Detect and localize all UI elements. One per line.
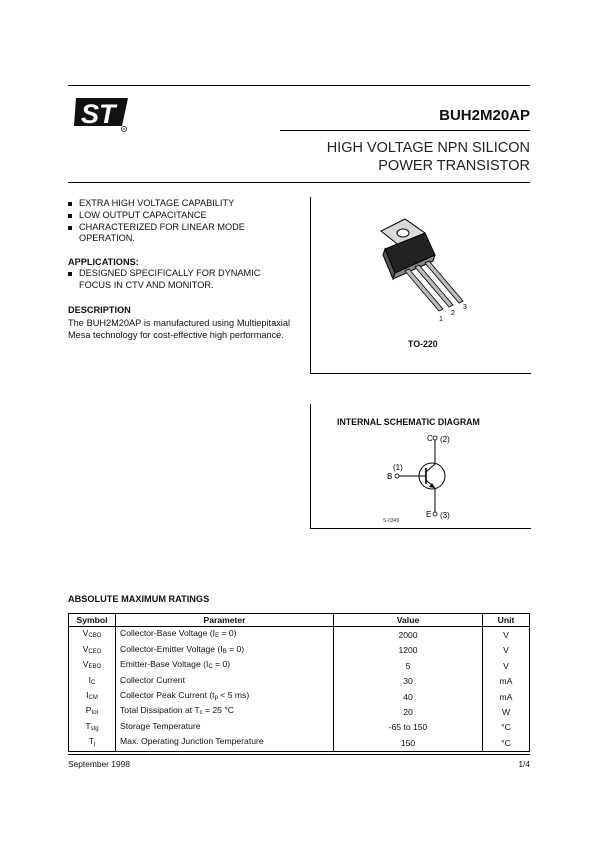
table-row [69,735,530,751]
feature-item: CHARACTERIZED FOR LINEAR MODE OPERATION. [68,222,269,246]
svg-text:1: 1 [439,316,443,323]
parameter-cell: Emitter-Base Voltage $(I_C = 0)$ [116,658,334,673]
table-row [69,658,530,673]
to220-package-image [363,213,483,323]
table-row [69,643,530,658]
svg-text:(2): (2) [440,435,450,444]
value-cell: 40 [334,689,483,704]
col-symbol: Symbol [69,614,116,627]
table-header-row [69,614,530,627]
footer-date: September 1998 [68,759,130,769]
feature-item: EXTRA HIGH VOLTAGE CAPABILITY [68,198,298,210]
unit-cell: mA [483,674,530,689]
subtitle-rule [68,182,530,183]
subtitle-line1: HIGH VOLTAGE NPN SILICON [326,140,530,156]
application-item: DESIGNED SPECIFICALLY FOR DYNAMIC FOCUS IN CTV AND MONITOR. [68,268,285,292]
symbol-cell: $V_{CBO}$ [69,627,116,643]
parameter-cell: Collector-Base Voltage $(I_E = 0)$ [116,627,334,643]
package-label: TO-220 [408,339,438,349]
table-row [69,674,530,689]
value-cell: 30 [334,674,483,689]
value-cell: -65 to 150 [334,720,483,735]
parameter-cell: Collector Current [116,674,334,689]
schematic-box [310,404,531,529]
value-cell: 20 [334,704,483,719]
col-value: Value [334,614,483,627]
applications-list [68,268,298,292]
schematic-code: S-0349 [383,518,400,524]
features-list [68,198,298,245]
schematic-title: INTERNAL SCHEMATIC DIAGRAM [337,417,480,427]
svg-text:(3): (3) [440,511,450,520]
subtitle-line2: POWER TRANSISTOR [378,158,530,174]
title-rule [280,130,530,131]
table-row [69,704,530,719]
unit-cell: °C [483,735,530,751]
value-cell: 2000 [334,627,483,643]
symbol-cell: $T_j$ [69,735,116,751]
st-logo [70,96,130,134]
unit-cell: mA [483,689,530,704]
svg-text:R: R [122,126,126,132]
unit-cell: V [483,627,530,643]
description-text: The BUH2M20AP is manufactured using Multiepitaxial Mesa technology for cost-effective high performance. [68,318,290,341]
unit-cell: V [483,643,530,658]
applications-heading: APPLICATIONS: [68,257,139,267]
table-row [69,689,530,704]
unit-cell: W [483,704,530,719]
ratings-table [68,613,530,752]
top-rule [68,85,530,86]
svg-text:(1): (1) [393,463,403,472]
symbol-cell: $V_{CEO}$ [69,643,116,658]
feature-item: LOW OUTPUT CAPACITANCE [68,210,298,222]
footer-page: 1/4 [518,759,530,769]
unit-cell: V [483,658,530,673]
svg-text:2: 2 [451,310,455,317]
unit-cell: °C [483,720,530,735]
svg-text:E: E [426,510,432,519]
footer-rule [68,754,530,755]
symbol-cell: $I_C$ [69,674,116,689]
symbol-cell: $I_{CM}$ [69,689,116,704]
parameter-cell: Storage Temperature [116,720,334,735]
parameter-cell: Collector Peak Current ($t_p < 5$ ms) [116,689,334,704]
svg-text:C: C [427,434,433,443]
symbol-cell: $V_{EBO}$ [69,658,116,673]
table-row [69,627,530,643]
symbol-cell: $P_{tot}$ [69,704,116,719]
svg-text:3: 3 [463,304,467,311]
npn-transistor-symbol [371,430,481,524]
table-row [69,720,530,735]
parameter-cell: Total Dissipation at $T_c = 25$ °C [116,704,334,719]
package-box [310,197,531,374]
parameter-cell: Collector-Emitter Voltage $(I_B = 0)$ [116,643,334,658]
description-heading: DESCRIPTION [68,305,131,315]
symbol-cell: $T_{stg}$ [69,720,116,735]
value-cell: 1200 [334,643,483,658]
value-cell: 5 [334,658,483,673]
svg-text:B: B [387,472,393,481]
svg-text:ST: ST [81,99,116,129]
part-number: BUH2M20AP [439,107,530,124]
value-cell: 150 [334,735,483,751]
col-parameter: Parameter [116,614,334,627]
parameter-cell: Max. Operating Junction Temperature [116,735,334,751]
ratings-title: ABSOLUTE MAXIMUM RATINGS [68,594,210,604]
col-unit: Unit [483,614,530,627]
